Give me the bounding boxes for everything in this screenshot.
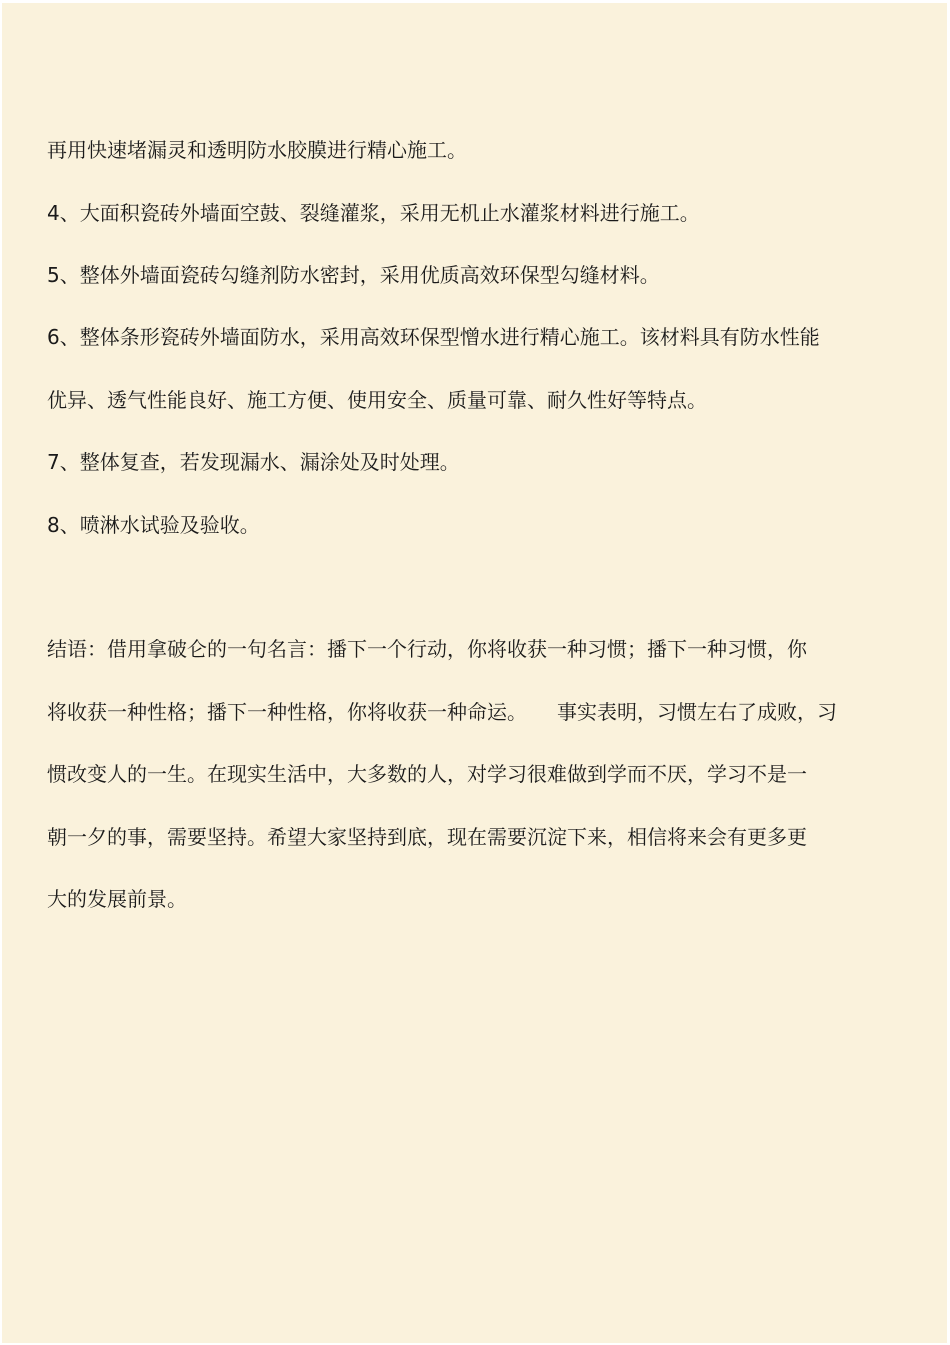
conclusion-line-4: 朝一夕的事，需要坚持。希望大家坚持到底，现在需要沉淀下来，相信将来会有更多更 [47, 825, 807, 849]
list-item-4: 4、大面积瓷砖外墙面空鼓、裂缝灌浆，采用无机止水灌浆材料进行施工。 [47, 201, 700, 225]
text-line-continuation: 再用快速堵漏灵和透明防水胶膜进行精心施工。 [47, 138, 467, 162]
list-item-7: 7、整体复查，若发现漏水、漏涂处及时处理。 [47, 450, 460, 474]
list-item-6: 6、整体条形瓷砖外墙面防水，采用高效环保型憎水进行精心施工。该材料具有防水性能 [47, 325, 820, 349]
conclusion-line-5: 大的发展前景。 [47, 887, 187, 911]
conclusion-line-1: 结语：借用拿破仑的一句名言：播下一个行动，你将收获一种习惯；播下一种习惯，你 [47, 637, 807, 661]
document-page [2, 3, 947, 1343]
list-item-8: 8、喷淋水试验及验收。 [47, 513, 260, 537]
conclusion-line-2: 将收获一种性格；播下一种性格，你将收获一种命运。 事实表明，习惯左右了成败，习 [47, 700, 837, 724]
list-item-5: 5、整体外墙面瓷砖勾缝剂防水密封，采用优质高效环保型勾缝材料。 [47, 263, 660, 287]
list-item-6-continuation: 优异、透气性能良好、施工方便、使用安全、质量可靠、耐久性好等特点。 [47, 388, 707, 412]
conclusion-line-3: 惯改变人的一生。在现实生活中，大多数的人，对学习很难做到学而不厌，学习不是一 [47, 762, 807, 786]
